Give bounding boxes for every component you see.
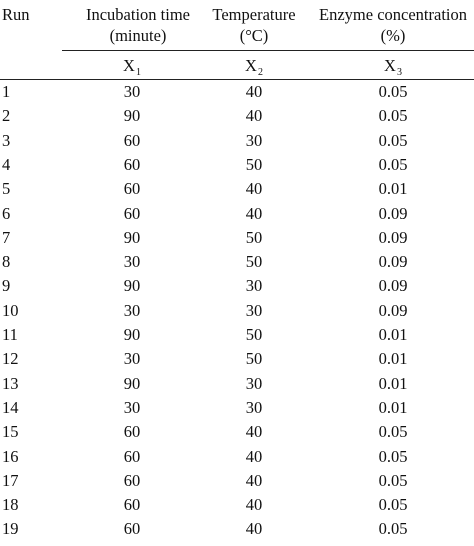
cell-incubation-time: 30: [123, 82, 141, 101]
cell-incubation-time: 60: [123, 470, 141, 490]
cell-run: 10: [2, 300, 19, 320]
cell-enzyme-concentration: 0.05: [378, 446, 408, 466]
header-enzyme-concentration: Enzyme concentration: [319, 5, 467, 24]
cell-run: 1: [2, 82, 11, 101]
header-temperature-unit: (°C): [239, 26, 269, 45]
cell-temperature: 40: [245, 470, 263, 490]
cell-enzyme-concentration: 0.01: [378, 349, 408, 369]
cell-run: 11: [2, 325, 18, 344]
cell-incubation-time: 90: [123, 276, 141, 296]
cell-incubation-time: 30: [123, 397, 141, 417]
cell-run: 15: [2, 422, 19, 442]
cell-run: 3: [2, 130, 11, 150]
cell-incubation-time: 60: [123, 519, 141, 539]
cell-run: 14: [2, 397, 19, 417]
cell-temperature: 30: [245, 276, 263, 296]
cell-run: 9: [2, 276, 11, 296]
cell-temperature: 40: [245, 82, 263, 101]
cell-incubation-time: 90: [123, 373, 141, 393]
cell-enzyme-concentration: 0.01: [378, 397, 408, 417]
cell-incubation-time: 60: [123, 446, 141, 466]
cell-enzyme-concentration: 0.05: [378, 519, 408, 539]
cell-run: 18: [2, 495, 19, 515]
cell-run: 13: [2, 373, 19, 393]
cell-temperature: 30: [245, 130, 263, 150]
cell-incubation-time: 60: [123, 422, 141, 442]
cell-run: 7: [2, 227, 11, 247]
cell-run: 19: [2, 519, 19, 539]
cell-run: 2: [2, 106, 11, 126]
cell-incubation-time: 90: [123, 106, 141, 126]
cell-incubation-time: 30: [123, 300, 141, 320]
cell-incubation-time: 60: [123, 203, 141, 223]
cell-enzyme-concentration: 0.09: [378, 276, 408, 296]
cell-incubation-time: 30: [123, 349, 141, 369]
cell-enzyme-concentration: 0.05: [378, 82, 408, 101]
cell-enzyme-concentration: 0.05: [378, 130, 408, 150]
header-enzyme-unit: (%): [380, 26, 406, 45]
cell-temperature: 40: [245, 106, 263, 126]
cell-enzyme-concentration: 0.05: [378, 495, 408, 515]
cell-incubation-time: 30: [123, 252, 141, 272]
cell-enzyme-concentration: 0.09: [378, 203, 408, 223]
cell-run: 12: [2, 349, 19, 369]
cell-run: 17: [2, 470, 19, 490]
cell-enzyme-concentration: 0.01: [378, 373, 408, 393]
cell-incubation-time: 90: [123, 227, 141, 247]
cell-temperature: 50: [245, 227, 263, 247]
header-rule-upper: [62, 50, 474, 51]
cell-temperature: 30: [245, 300, 263, 320]
cell-temperature: 40: [245, 203, 263, 223]
header-rule-lower: [0, 79, 474, 80]
cell-enzyme-concentration: 0.05: [378, 422, 408, 442]
cell-temperature: 50: [245, 325, 263, 344]
cell-temperature: 40: [245, 519, 263, 539]
variable-x1: $X_1$: [123, 56, 141, 78]
cell-temperature: 50: [245, 154, 263, 174]
cell-temperature: 30: [245, 397, 263, 417]
cell-incubation-time: 60: [123, 495, 141, 515]
cell-run: 8: [2, 252, 11, 272]
cell-temperature: 40: [245, 422, 263, 442]
cell-enzyme-concentration: 0.01: [378, 179, 408, 199]
cell-temperature: 50: [245, 349, 263, 369]
variable-x2: $X_2$: [245, 56, 263, 78]
cell-incubation-time: 60: [123, 179, 141, 199]
header-incubation-time: Incubation time: [85, 5, 191, 24]
cell-enzyme-concentration: 0.05: [378, 470, 408, 490]
header-temperature: Temperature: [212, 5, 296, 24]
cell-run: 5: [2, 179, 11, 199]
cell-temperature: 40: [245, 446, 263, 466]
header-run: Run: [2, 5, 30, 24]
cell-temperature: 30: [245, 373, 263, 393]
cell-enzyme-concentration: 0.09: [378, 300, 408, 320]
cell-run: 4: [2, 154, 11, 174]
cell-incubation-time: 60: [123, 154, 141, 174]
cell-enzyme-concentration: 0.09: [378, 252, 408, 272]
cell-enzyme-concentration: 0.05: [378, 154, 408, 174]
cell-enzyme-concentration: 0.01: [378, 325, 408, 344]
cell-enzyme-concentration: 0.05: [378, 106, 408, 126]
cell-temperature: 50: [245, 252, 263, 272]
cell-run: 6: [2, 203, 11, 223]
variable-x3: $X_3$: [384, 56, 402, 78]
cell-temperature: 40: [245, 495, 263, 515]
header-incubation-unit: (minute): [109, 26, 167, 45]
cell-incubation-time: 90: [123, 325, 141, 344]
cell-temperature: 40: [245, 179, 263, 199]
cell-enzyme-concentration: 0.09: [378, 227, 408, 247]
cell-incubation-time: 60: [123, 130, 141, 150]
cell-run: 16: [2, 446, 19, 466]
